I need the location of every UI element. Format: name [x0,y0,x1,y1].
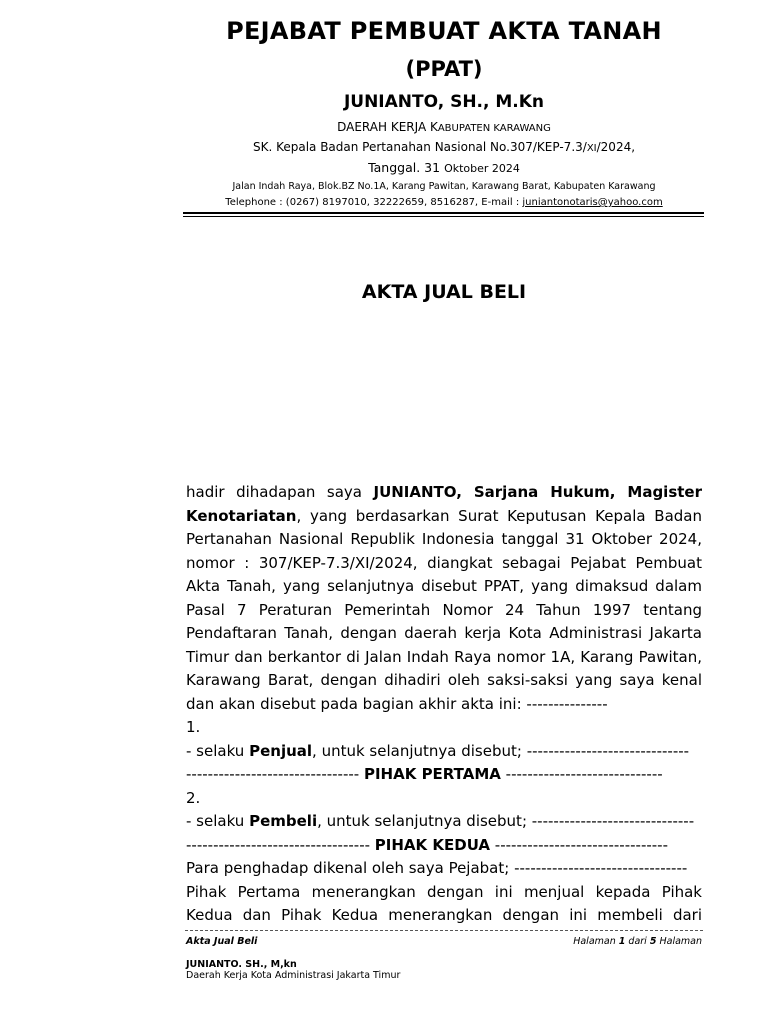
letterhead-rule-thick [183,212,704,214]
buyer-prefix: - selaku [186,812,250,830]
first-party-dashes-right: ----------------------------- [500,765,663,783]
first-party-dashes-left: -------------------------------- [186,765,364,783]
known-parties-line: Para penghadap dikenal oleh saya Pejabat; -------------------------------- [186,859,688,877]
document-title: AKTA JUAL BELI [361,281,527,303]
page-current: 1 [618,936,626,947]
first-party-label: PIHAK PERTAMA [363,765,501,783]
notary-full-title: JUNIANTO, Sarjana Hukum, Magister Kenotariatan [186,483,702,525]
contact-line [184,197,704,208]
page-of: dari [625,936,650,947]
second-party-dashes-right: -------------------------------- [490,835,669,854]
page-suffix: Halaman [656,936,702,947]
notary-name: JUNIANTO, SH., M.Kn [343,92,545,112]
work-region-rest: ABUPATEN KARAWANG [437,123,551,134]
footer-page-number [400,936,702,947]
intro-text-rest: , yang berdasarkan Surat Keputusan Kepala Badan Pertanahan Nasional Republik Indonesia tanggal 31 Oktober 2024, nomor : 307/KEP-7.3/XI/2024, diangkat sebagai Pejabat Pembuat Akta Tanah, yang selanjutnya disebut PPAT, yang dimaksud dalam Pasal 7 Peraturan Pemerintah Nomor 24 Tahun 1997 tentang Pendaftaran Tanah, dengan daerah kerja Kota Administrasi Jakarta Timur dan berkantor di Jalan Indah Raya nomor 1A, Karang Pawitan, Karawang Barat, dengan dihadiri oleh saksi-saksi yang saya kenal dan akan disebut pada bagian akhir akta ini: --------------- [186,506,702,713]
second-party-line [186,834,702,858]
seller-prefix: - selaku [186,741,250,760]
footer-signer: JUNIANTO. SH., M,kn [186,959,297,970]
party-number-1: 1. [186,718,201,736]
buyer-line [186,810,702,834]
second-party-dashes-left: ---------------------------------- [186,835,375,854]
intro-paragraph [186,481,702,716]
decree-date-value: Oktober 2024 [444,162,520,175]
buyer-role: Pembeli [249,812,318,830]
first-party-line [186,763,702,787]
letterhead-subtitle: (PPAT) [405,57,483,81]
footer-document-name: Akta Jual Beli [186,936,258,947]
second-party-label: PIHAK KEDUA [374,835,491,854]
sale-statement: Pihak Pertama menerangkan dengan ini menjual kepada Pihak Kedua dan Pihak Kedua menerangkan dengan ini membeli dari [186,882,702,924]
seller-line [186,740,702,764]
intro-text: hadir dihadapan saya [186,483,374,501]
seller-role: Penjual [249,741,313,760]
page-label: Halaman [573,936,619,947]
work-region-prefix: DAERAH KERJA K [337,120,438,134]
decree-month: XI [586,143,597,154]
decree-date [184,160,704,175]
letterhead-rule-thin [183,216,704,217]
work-region [184,120,704,134]
decree-text: SK. Kepala Badan Pertanahan Nasional No.307/KEP-7.3/ [252,140,587,154]
decree-date-label: Tanggal. 31 [368,160,445,175]
party-number-2: 2. [186,788,201,807]
phone-numbers: Telephone : (0267) 8197010, 32222659, 8516287, E-mail : [225,197,523,208]
seller-suffix: , untuk selanjutnya disebut; ------------------------------ [312,741,690,760]
page-total: 5 [649,936,657,947]
buyer-suffix: , untuk selanjutnya disebut; ------------------------------ [317,812,695,830]
footer-rule [185,930,703,931]
letterhead-title: PEJABAT PEMBUAT AKTA TANAH [226,17,662,45]
decree-line [184,140,704,154]
office-address: Jalan Indah Raya, Blok.BZ No.1A, Karang Pawitan, Karawang Barat, Kabupaten Karawang [232,181,656,192]
deed-body [186,481,702,928]
email-link[interactable]: juniantonotaris@yahoo.com [522,197,663,208]
decree-year: /2024, [596,140,636,154]
footer-region: Daerah Kerja Kota Administrasi Jakarta Timur [186,970,401,981]
